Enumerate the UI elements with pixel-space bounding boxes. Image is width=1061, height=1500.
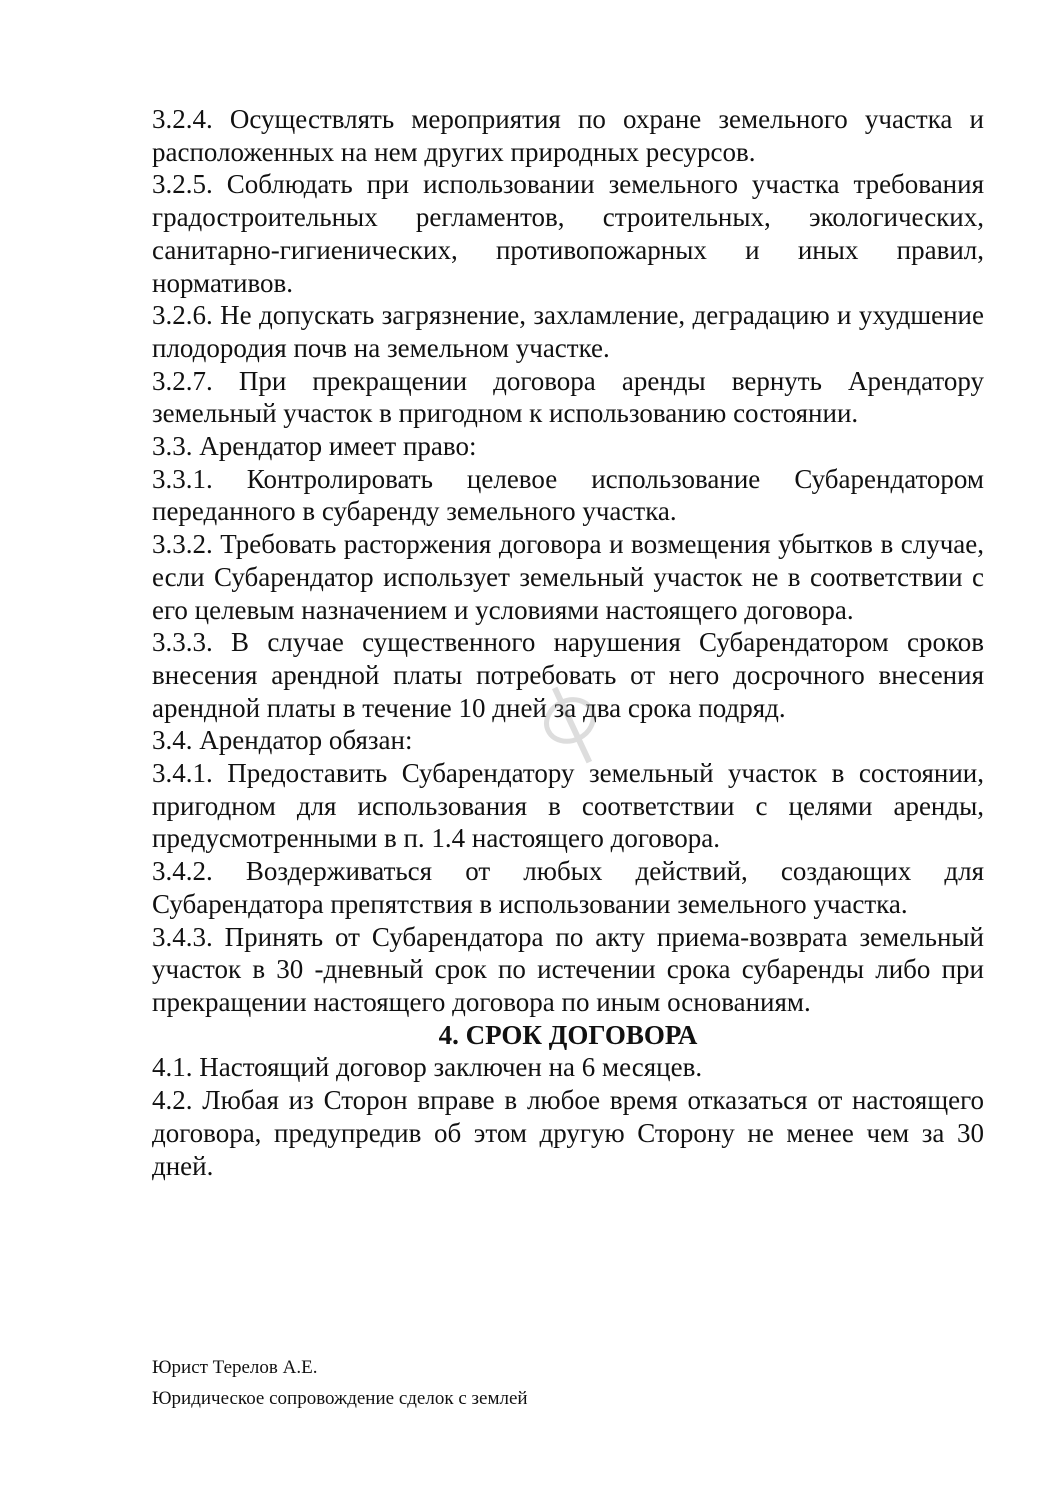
clause-3-3-3: 3.3.3. В случае существенного нарушения Субарендатором сроков внесения арендной платы потребовать от него досрочного внесения арендной платы в течение 10 дней за два срока подряд. <box>152 627 984 723</box>
footer <box>152 1352 852 1414</box>
clause-3-4-3: 3.4.3. Принять от Субарендатора по акту приема-возврата земельный участок в 30 -дневный срок по истечении срока субаренды либо при прекращении настоящего договора по иным основаниям. <box>152 921 984 1017</box>
clause-3-3-1: 3.3.1. Контролировать целевое использование Субарендатором переданного в субаренду земельного участка. <box>152 463 984 527</box>
clause-3-2-6: 3.2.6. Не допускать загрязнение, захламление, деградацию и ухудшение плодородия почв на земельном участке. <box>152 300 984 363</box>
clause-4-1: 4.1. Настоящий договор заключен на 6 месяцев. <box>152 1052 703 1083</box>
clause-3-2-5: 3.2.5. Соблюдать при использовании земельного участка требования градостроительных регламентов, строительных, экологических, санитарно-гигиенических, противопожарных и иных правил, нормативов. <box>152 169 984 298</box>
clause-3-4-2: 3.4.2. Воздерживаться от любых действий, создающих для Субарендатора препятствия в использовании земельного участка. <box>152 856 984 919</box>
clause-3-4-1: 3.4.1. Предоставить Субарендатору земельный участок в состоянии, пригодном для использования в соответствии с целями аренды, предусмотренными в п. 1.4 настоящего договора. <box>152 758 984 854</box>
clause-3-2-7: 3.2.7. При прекращении договора аренды вернуть Арендатору земельный участок в пригодном к использованию состоянии. <box>152 365 984 429</box>
clause-4-2: 4.2. Любая из Сторон вправе в любое время отказаться от настоящего договора, предупредив об этом другую Сторону не менее чем за 30 дней. <box>152 1085 984 1181</box>
footer-tagline: Юридическое сопровождение сделок с землей <box>152 1388 528 1409</box>
clause-3-3: 3.3. Арендатор имеет право: <box>152 431 477 462</box>
footer-author: Юрист Терелов А.Е. <box>152 1357 318 1378</box>
document-body <box>152 103 984 1182</box>
section-4-title: 4. СРОК ДОГОВОРА <box>438 1019 698 1050</box>
clause-3-2-4: 3.2.4. Осуществлять мероприятия по охране земельного участка и расположенных на нем других природных ресурсов. <box>152 104 984 167</box>
clause-3-3-2: 3.3.2. Требовать расторжения договора и возмещения убытков в случае, если Субарендатор использует земельный участок не в соответствии с его целевым назначением и условиями настоящего договора. <box>152 529 984 625</box>
clause-3-4: 3.4. Арендатор обязан: <box>152 725 413 756</box>
